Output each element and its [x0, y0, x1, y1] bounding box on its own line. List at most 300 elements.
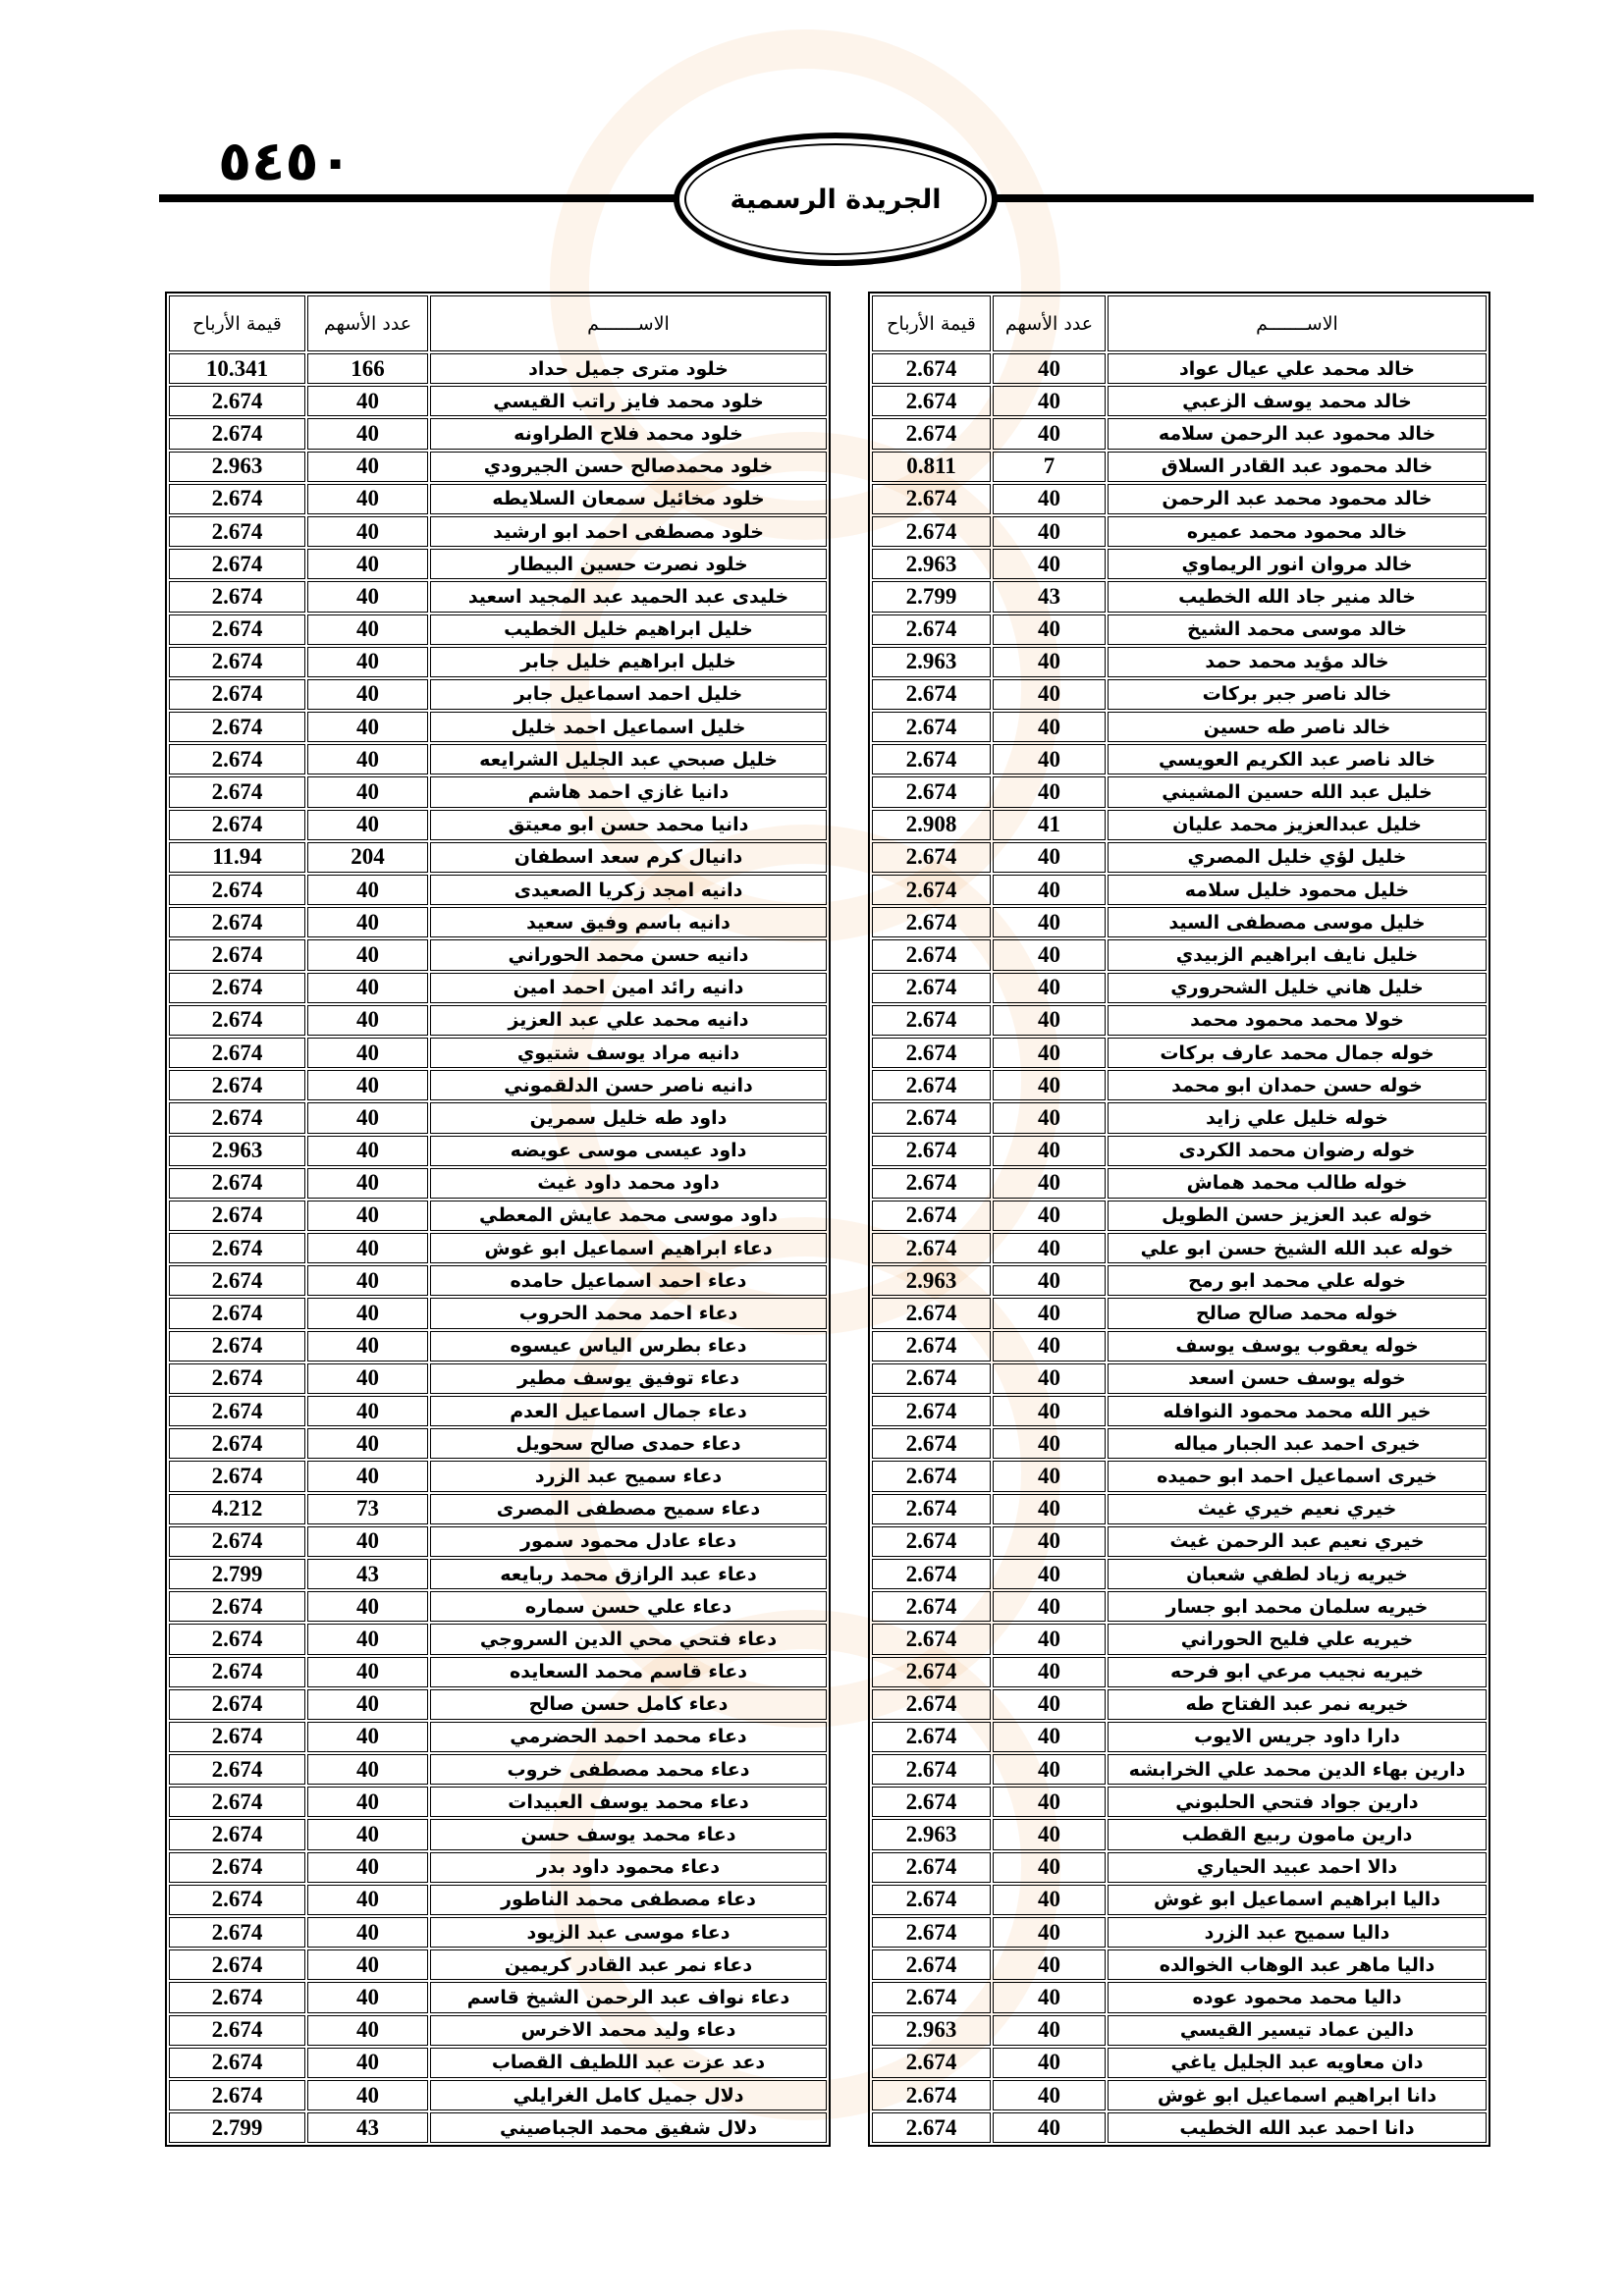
- shareholder-name: دعاء بطرس الياس عيسوه: [430, 1331, 827, 1362]
- shareholder-name: دانيا محمد حسن ابو معيتق: [430, 810, 827, 840]
- share-count: 40: [307, 1070, 428, 1100]
- shareholder-name: خير الله محمد محمود النوافله: [1108, 1396, 1487, 1426]
- table-row: [872, 1494, 1487, 1524]
- share-count: 40: [993, 679, 1106, 710]
- table-row: [169, 1917, 827, 1948]
- share-count: 40: [993, 1982, 1106, 2012]
- shareholder-name: خليل عبد الله حسين المشيني: [1108, 776, 1487, 807]
- share-count: 40: [307, 2048, 428, 2078]
- table-row: [872, 2112, 1487, 2143]
- dividend-value: 2.674: [872, 1722, 991, 1752]
- column-header-dividends: قيمة الأرباح: [872, 295, 991, 351]
- share-count: 40: [307, 1657, 428, 1687]
- dividend-value: 2.963: [169, 452, 305, 482]
- shareholder-name: خالد مروان انور الريماوي: [1108, 549, 1487, 579]
- table-row: [169, 776, 827, 807]
- share-count: 40: [307, 1754, 428, 1785]
- dividend-value: 11.94: [169, 842, 305, 873]
- share-count: 40: [993, 1070, 1106, 1100]
- shareholder-name: خلود مترى جميل حداد: [430, 353, 827, 384]
- dividend-value: 2.674: [872, 418, 991, 449]
- dividend-value: 2.674: [872, 776, 991, 807]
- dividend-value: 2.674: [169, 581, 305, 612]
- table-row: [872, 1689, 1487, 1720]
- share-count: 40: [307, 1852, 428, 1883]
- shareholder-name: دانا ابراهيم اسماعيل ابو غوش: [1108, 2080, 1487, 2110]
- shareholders-table-right: [868, 292, 1490, 2147]
- share-count: 40: [993, 386, 1106, 416]
- share-count: 40: [993, 353, 1106, 384]
- dividend-value: 2.674: [872, 1494, 991, 1524]
- share-count: 40: [307, 1136, 428, 1166]
- share-count: 40: [993, 2080, 1106, 2110]
- share-count: 40: [993, 1494, 1106, 1524]
- share-count: 40: [307, 647, 428, 677]
- share-count: 40: [307, 1787, 428, 1817]
- shareholder-name: دان معاويه عبد الجليل ياغي: [1108, 2048, 1487, 2078]
- table-row: [872, 2015, 1487, 2046]
- share-count: 40: [307, 452, 428, 482]
- table-row: [169, 810, 827, 840]
- table-row: [169, 1265, 827, 1296]
- shareholder-name: دعاء عبد الرازق محمد ربايعه: [430, 1559, 827, 1589]
- shareholder-name: خالد منير جاد الله الخطيب: [1108, 581, 1487, 612]
- table-row: [169, 1396, 827, 1426]
- dividend-value: 2.674: [169, 1591, 305, 1622]
- shareholder-name: خوله علي محمد ابو رمح: [1108, 1265, 1487, 1296]
- dividend-value: 10.341: [169, 353, 305, 384]
- shareholder-name: دعاء كامل حسن صالح: [430, 1689, 827, 1720]
- share-count: 40: [307, 1428, 428, 1459]
- shareholder-name: داليا سميح عبد الزرد: [1108, 1917, 1487, 1948]
- share-count: 40: [307, 1331, 428, 1362]
- table-row: [169, 1787, 827, 1817]
- share-count: 40: [993, 1298, 1106, 1328]
- share-count: 7: [993, 452, 1106, 482]
- table-row: [872, 875, 1487, 905]
- shareholder-name: دعاء محمد احمد الحضرمي: [430, 1722, 827, 1752]
- dividend-value: 2.674: [169, 1885, 305, 1915]
- shareholder-name: خوله يعقوب يوسف يوسف: [1108, 1331, 1487, 1362]
- table-row: [872, 2048, 1487, 2078]
- dividend-value: 2.674: [872, 1136, 991, 1166]
- share-count: 40: [307, 1949, 428, 1980]
- shareholder-name: خوله رضوان محمد الكردى: [1108, 1136, 1487, 1166]
- dividend-value: 4.212: [169, 1494, 305, 1524]
- table-row: [872, 614, 1487, 645]
- dividend-value: 2.674: [872, 484, 991, 514]
- table-row: [169, 1819, 827, 1849]
- share-count: 40: [993, 647, 1106, 677]
- share-count: 40: [307, 1689, 428, 1720]
- dividend-value: 2.674: [872, 1526, 991, 1557]
- shareholder-name: خوله جمال محمد عارف بركات: [1108, 1038, 1487, 1068]
- shareholder-name: خلود محمدصالح حسن الجيرودي: [430, 452, 827, 482]
- dividend-value: 2.674: [872, 1657, 991, 1687]
- share-count: 40: [307, 614, 428, 645]
- table-row: [169, 1722, 827, 1752]
- dividend-value: 2.674: [872, 712, 991, 742]
- table-row: [169, 973, 827, 1003]
- shareholder-name: دعاء ابراهيم اسماعيل ابو غوش: [430, 1233, 827, 1263]
- share-count: 40: [993, 1722, 1106, 1752]
- shareholder-name: دانيا غازي احمد هاشم: [430, 776, 827, 807]
- share-count: 40: [993, 1787, 1106, 1817]
- table-row: [169, 1689, 827, 1720]
- dividend-value: 2.674: [169, 907, 305, 937]
- shareholder-name: دلال جميل كامل الغرايلي: [430, 2080, 827, 2110]
- table-row: [872, 712, 1487, 742]
- share-count: 40: [993, 973, 1106, 1003]
- table-row: [169, 1526, 827, 1557]
- shareholder-name: دالا احمد عبيد الحياري: [1108, 1852, 1487, 1883]
- table-row: [169, 1331, 827, 1362]
- table-row: [872, 907, 1487, 937]
- share-count: 40: [307, 1038, 428, 1068]
- shareholder-name: دعاء موسى عبد الزيود: [430, 1917, 827, 1948]
- shareholder-name: خليل ابراهيم خليل الخطيب: [430, 614, 827, 645]
- share-count: 40: [993, 1461, 1106, 1491]
- dividend-value: 2.674: [169, 1363, 305, 1394]
- column-header-shares: عدد الأسهم: [993, 295, 1106, 351]
- shareholder-name: دارين مامون ربيع القطب: [1108, 1819, 1487, 1849]
- shareholder-name: دعاء حمدى صالح سحويل: [430, 1428, 827, 1459]
- dividend-value: 2.674: [169, 875, 305, 905]
- column-header-shares: عدد الأسهم: [307, 295, 428, 351]
- table-row: [872, 1396, 1487, 1426]
- table-row: [872, 1461, 1487, 1491]
- column-header-name: الاســـــــم: [1108, 295, 1487, 351]
- shareholder-name: دعاء نمر عبد القادر كريمين: [430, 1949, 827, 1980]
- share-count: 40: [307, 549, 428, 579]
- shareholder-name: خالد محمود عبد القادر السلاق: [1108, 452, 1487, 482]
- share-count: 40: [307, 1982, 428, 2012]
- dividend-value: 2.674: [169, 1754, 305, 1785]
- shareholder-name: خليل موسى مصطفى السيد: [1108, 907, 1487, 937]
- share-count: 40: [993, 484, 1106, 514]
- shareholder-name: خلود محمد فلاح الطراونه: [430, 418, 827, 449]
- table-row: [872, 1331, 1487, 1362]
- share-count: 40: [307, 744, 428, 774]
- table-row: [169, 614, 827, 645]
- shareholder-name: خيري نعيم عبد الرحمن غيث: [1108, 1526, 1487, 1557]
- dividend-value: 0.811: [872, 452, 991, 482]
- table-row: [169, 907, 827, 937]
- share-count: 43: [307, 2112, 428, 2143]
- table-row: [872, 484, 1487, 514]
- shareholder-name: دعاء فتحي محي الدين السروجي: [430, 1624, 827, 1654]
- table-row: [872, 1819, 1487, 1849]
- gazette-title: الجريدة الرسمية: [730, 184, 942, 215]
- dividend-value: 2.674: [169, 744, 305, 774]
- table-row: [872, 452, 1487, 482]
- shareholder-name: خليل هاني خليل الشحروري: [1108, 973, 1487, 1003]
- share-count: 40: [993, 1201, 1106, 1231]
- shareholder-name: دعاء مصطفى محمد الناطور: [430, 1885, 827, 1915]
- shareholder-name: دلال شفيق محمد الجباصيني: [430, 2112, 827, 2143]
- page-number: ٥٤٥٠: [218, 130, 352, 193]
- shareholder-name: دانيه باسم وفيق سعيد: [430, 907, 827, 937]
- dividend-value: 2.674: [169, 810, 305, 840]
- table-row: [872, 1298, 1487, 1328]
- share-count: 40: [993, 1852, 1106, 1883]
- table-row: [872, 1363, 1487, 1394]
- shareholder-name: خوله محمد صالح صالح: [1108, 1298, 1487, 1328]
- share-count: 40: [993, 776, 1106, 807]
- table-row: [872, 1885, 1487, 1915]
- shareholder-name: دعاء جمال اسماعيل العدم: [430, 1396, 827, 1426]
- dividend-value: 2.963: [872, 549, 991, 579]
- dividend-value: 2.674: [872, 1461, 991, 1491]
- shareholder-name: خيريه علي فليح الحوراني: [1108, 1624, 1487, 1654]
- share-count: 40: [307, 907, 428, 937]
- shareholder-name: خليل احمد اسماعيل جابر: [430, 679, 827, 710]
- share-count: 40: [993, 907, 1106, 937]
- table-row: [169, 1591, 827, 1622]
- shareholder-name: خوله عبد الله الشيخ حسن ابو علي: [1108, 1233, 1487, 1263]
- table-row: [169, 386, 827, 416]
- dividend-value: 2.674: [169, 1102, 305, 1133]
- table-row: [169, 1070, 827, 1100]
- table-row: [169, 2080, 827, 2110]
- share-count: 40: [993, 1624, 1106, 1654]
- shareholder-name: دانيه حسن محمد الحوراني: [430, 939, 827, 970]
- table-row: [169, 712, 827, 742]
- shareholder-name: دعاء علي حسن سماره: [430, 1591, 827, 1622]
- dividend-value: 2.674: [169, 1168, 305, 1199]
- table-row: [872, 1102, 1487, 1133]
- dividend-value: 2.674: [169, 1233, 305, 1263]
- dividend-value: 2.963: [872, 2015, 991, 2046]
- shareholder-name: دعاء محمد يوسف حسن: [430, 1819, 827, 1849]
- share-count: 40: [307, 1526, 428, 1557]
- table-row: [872, 776, 1487, 807]
- share-count: 40: [993, 1689, 1106, 1720]
- shareholder-name: دانيه رائد امين احمد امين: [430, 973, 827, 1003]
- shareholder-name: خوله حسن حمدان ابو محمد: [1108, 1070, 1487, 1100]
- table-row: [872, 581, 1487, 612]
- table-row: [169, 1136, 827, 1166]
- dividend-value: 2.674: [872, 1949, 991, 1980]
- dividend-value: 2.674: [872, 875, 991, 905]
- share-count: 40: [307, 1819, 428, 1849]
- dividend-value: 2.674: [169, 2048, 305, 2078]
- share-count: 40: [307, 1005, 428, 1036]
- shareholder-name: خالد موسى محمد الشيخ: [1108, 614, 1487, 645]
- share-count: 40: [307, 679, 428, 710]
- table-row: [872, 1428, 1487, 1459]
- shareholder-name: خالد ناصر عبد الكريم العويسي: [1108, 744, 1487, 774]
- shareholder-name: خلود نصرت حسين البيطار: [430, 549, 827, 579]
- table-row: [169, 1494, 827, 1524]
- dividend-value: 2.674: [872, 1982, 991, 2012]
- table-row: [872, 1787, 1487, 1817]
- shareholder-name: خلود مصطفى احمد ابو ارشيد: [430, 516, 827, 547]
- table-row: [872, 939, 1487, 970]
- share-count: 40: [993, 712, 1106, 742]
- shareholder-name: دانيه محمد علي عبد العزيز: [430, 1005, 827, 1036]
- dividend-value: 2.674: [872, 2048, 991, 2078]
- table-row: [872, 744, 1487, 774]
- dividend-value: 2.674: [872, 1624, 991, 1654]
- table-row: [169, 1949, 827, 1980]
- shareholder-name: خليل نايف ابراهيم الزبيدي: [1108, 939, 1487, 970]
- table-row: [872, 1038, 1487, 1068]
- share-count: 40: [993, 1526, 1106, 1557]
- shareholder-name: دانيه مراد يوسف شتيوي: [430, 1038, 827, 1068]
- dividend-value: 2.674: [169, 614, 305, 645]
- share-count: 40: [307, 1363, 428, 1394]
- shareholder-name: خالد محمد علي عيال عواد: [1108, 353, 1487, 384]
- share-count: 40: [993, 1917, 1106, 1948]
- share-count: 40: [993, 1428, 1106, 1459]
- shareholder-name: خيري نعيم خيري غيث: [1108, 1494, 1487, 1524]
- shareholder-name: دعاء احمد محمد الحروب: [430, 1298, 827, 1328]
- share-count: 40: [307, 939, 428, 970]
- table-row: [872, 516, 1487, 547]
- table-row: [169, 679, 827, 710]
- dividend-value: 2.799: [872, 581, 991, 612]
- dividend-value: 2.674: [169, 1461, 305, 1491]
- dividend-value: 2.674: [169, 549, 305, 579]
- share-count: 40: [307, 418, 428, 449]
- shareholder-name: خالد محمود محمد عبد الرحمن: [1108, 484, 1487, 514]
- table-row: [169, 1201, 827, 1231]
- shareholder-name: خالد محمود محمد عميره: [1108, 516, 1487, 547]
- share-count: 40: [307, 484, 428, 514]
- dividend-value: 2.674: [169, 484, 305, 514]
- table-row: [872, 1168, 1487, 1199]
- dividend-value: 2.908: [872, 810, 991, 840]
- table-row: [872, 1201, 1487, 1231]
- shareholder-name: دعاء سميح عبد الزرد: [430, 1461, 827, 1491]
- share-count: 40: [307, 516, 428, 547]
- table-row: [169, 581, 827, 612]
- share-count: 40: [993, 1559, 1106, 1589]
- share-count: 40: [307, 581, 428, 612]
- table-row: [872, 1005, 1487, 1036]
- dividend-value: 2.674: [872, 973, 991, 1003]
- dividend-value: 2.963: [872, 1265, 991, 1296]
- share-count: 40: [307, 1168, 428, 1199]
- dividend-value: 2.674: [169, 1917, 305, 1948]
- table-row: [169, 484, 827, 514]
- shareholder-name: دانيال كرم سعد اسطفان: [430, 842, 827, 873]
- table-row: [169, 744, 827, 774]
- dividend-value: 2.799: [169, 2112, 305, 2143]
- dividend-value: 2.674: [169, 1657, 305, 1687]
- share-count: 40: [993, 1885, 1106, 1915]
- table-row: [169, 1885, 827, 1915]
- dividend-value: 2.674: [872, 1787, 991, 1817]
- table-row: [872, 353, 1487, 384]
- table-row: [872, 418, 1487, 449]
- table-row: [169, 842, 827, 873]
- share-count: 40: [993, 516, 1106, 547]
- dividend-value: 2.674: [872, 2080, 991, 2110]
- shareholder-name: خليل اسماعيل احمد خليل: [430, 712, 827, 742]
- shareholder-name: خليل لؤي خليل المصري: [1108, 842, 1487, 873]
- share-count: 40: [307, 2080, 428, 2110]
- table-row: [169, 2112, 827, 2143]
- shareholder-name: دانيه ناصر حسن الدلقموني: [430, 1070, 827, 1100]
- share-count: 40: [993, 1168, 1106, 1199]
- dividend-value: 2.674: [872, 1298, 991, 1328]
- share-count: 40: [993, 1657, 1106, 1687]
- share-count: 40: [993, 1005, 1106, 1036]
- table-row: [169, 1852, 827, 1883]
- share-count: 40: [307, 1461, 428, 1491]
- table-row: [872, 1070, 1487, 1100]
- dividend-value: 2.674: [169, 1689, 305, 1720]
- dividend-value: 2.674: [872, 1005, 991, 1036]
- dividend-value: 2.674: [169, 1331, 305, 1362]
- share-count: 40: [307, 1265, 428, 1296]
- dividend-value: 2.674: [169, 1819, 305, 1849]
- dividend-value: 2.674: [872, 1852, 991, 1883]
- shareholder-name: خالد محمود عبد الرحمن سلامه: [1108, 418, 1487, 449]
- share-count: 40: [307, 1722, 428, 1752]
- dividend-value: 2.674: [169, 1428, 305, 1459]
- table-row: [872, 1624, 1487, 1654]
- share-count: 43: [993, 581, 1106, 612]
- shareholder-name: خيريه زياد لطفي شعبان: [1108, 1559, 1487, 1589]
- share-count: 40: [307, 1233, 428, 1263]
- shareholder-name: خوله عبد العزيز حسن الطويل: [1108, 1201, 1487, 1231]
- shareholder-name: دانيه امجد زكريا الصعيدى: [430, 875, 827, 905]
- share-count: 40: [993, 842, 1106, 873]
- dividend-value: 2.799: [169, 1559, 305, 1589]
- share-count: 40: [993, 1265, 1106, 1296]
- dividend-value: 2.674: [169, 647, 305, 677]
- shareholder-name: دعاء محمود داود بدر: [430, 1852, 827, 1883]
- dividend-value: 2.674: [169, 516, 305, 547]
- dividend-value: 2.674: [169, 1982, 305, 2012]
- shareholder-name: داود طه خليل سمرين: [430, 1102, 827, 1133]
- table-row: [169, 1363, 827, 1394]
- dividend-value: 2.963: [872, 647, 991, 677]
- dividend-value: 2.674: [169, 1624, 305, 1654]
- shareholder-name: دعاء نواف عبد الرحمن الشيخ قاسم: [430, 1982, 827, 2012]
- table-row: [872, 1559, 1487, 1589]
- share-count: 41: [993, 810, 1106, 840]
- shareholder-name: خيرى احمد عبد الجبار مياله: [1108, 1428, 1487, 1459]
- shareholder-name: دعاء محمد يوسف العبيدات: [430, 1787, 827, 1817]
- dividend-value: 2.674: [872, 1428, 991, 1459]
- dividend-value: 2.674: [169, 1298, 305, 1328]
- share-count: 40: [993, 2112, 1106, 2143]
- dividend-value: 2.674: [169, 973, 305, 1003]
- table-row: [872, 386, 1487, 416]
- share-count: 40: [993, 549, 1106, 579]
- dividend-value: 2.674: [872, 1168, 991, 1199]
- table-row: [169, 1233, 827, 1263]
- dividend-value: 2.674: [169, 1852, 305, 1883]
- share-count: 40: [993, 1038, 1106, 1068]
- shareholder-name: دعاء قاسم محمد السعايده: [430, 1657, 827, 1687]
- shareholders-table-left: [165, 292, 831, 2147]
- dividend-value: 2.674: [872, 1201, 991, 1231]
- shareholder-name: داليا محمد محمود عوده: [1108, 1982, 1487, 2012]
- table-row: [169, 353, 827, 384]
- shareholder-name: دانا احمد عبد الله الخطيب: [1108, 2112, 1487, 2143]
- dividend-value: 2.674: [169, 2015, 305, 2046]
- shareholder-name: خلود مخائيل سمعان السلايطه: [430, 484, 827, 514]
- shareholder-name: دعاء عادل محمود سمور: [430, 1526, 827, 1557]
- dividend-value: 2.674: [872, 516, 991, 547]
- table-row: [169, 1038, 827, 1068]
- shareholder-name: داود عيسى موسى عويضه: [430, 1136, 827, 1166]
